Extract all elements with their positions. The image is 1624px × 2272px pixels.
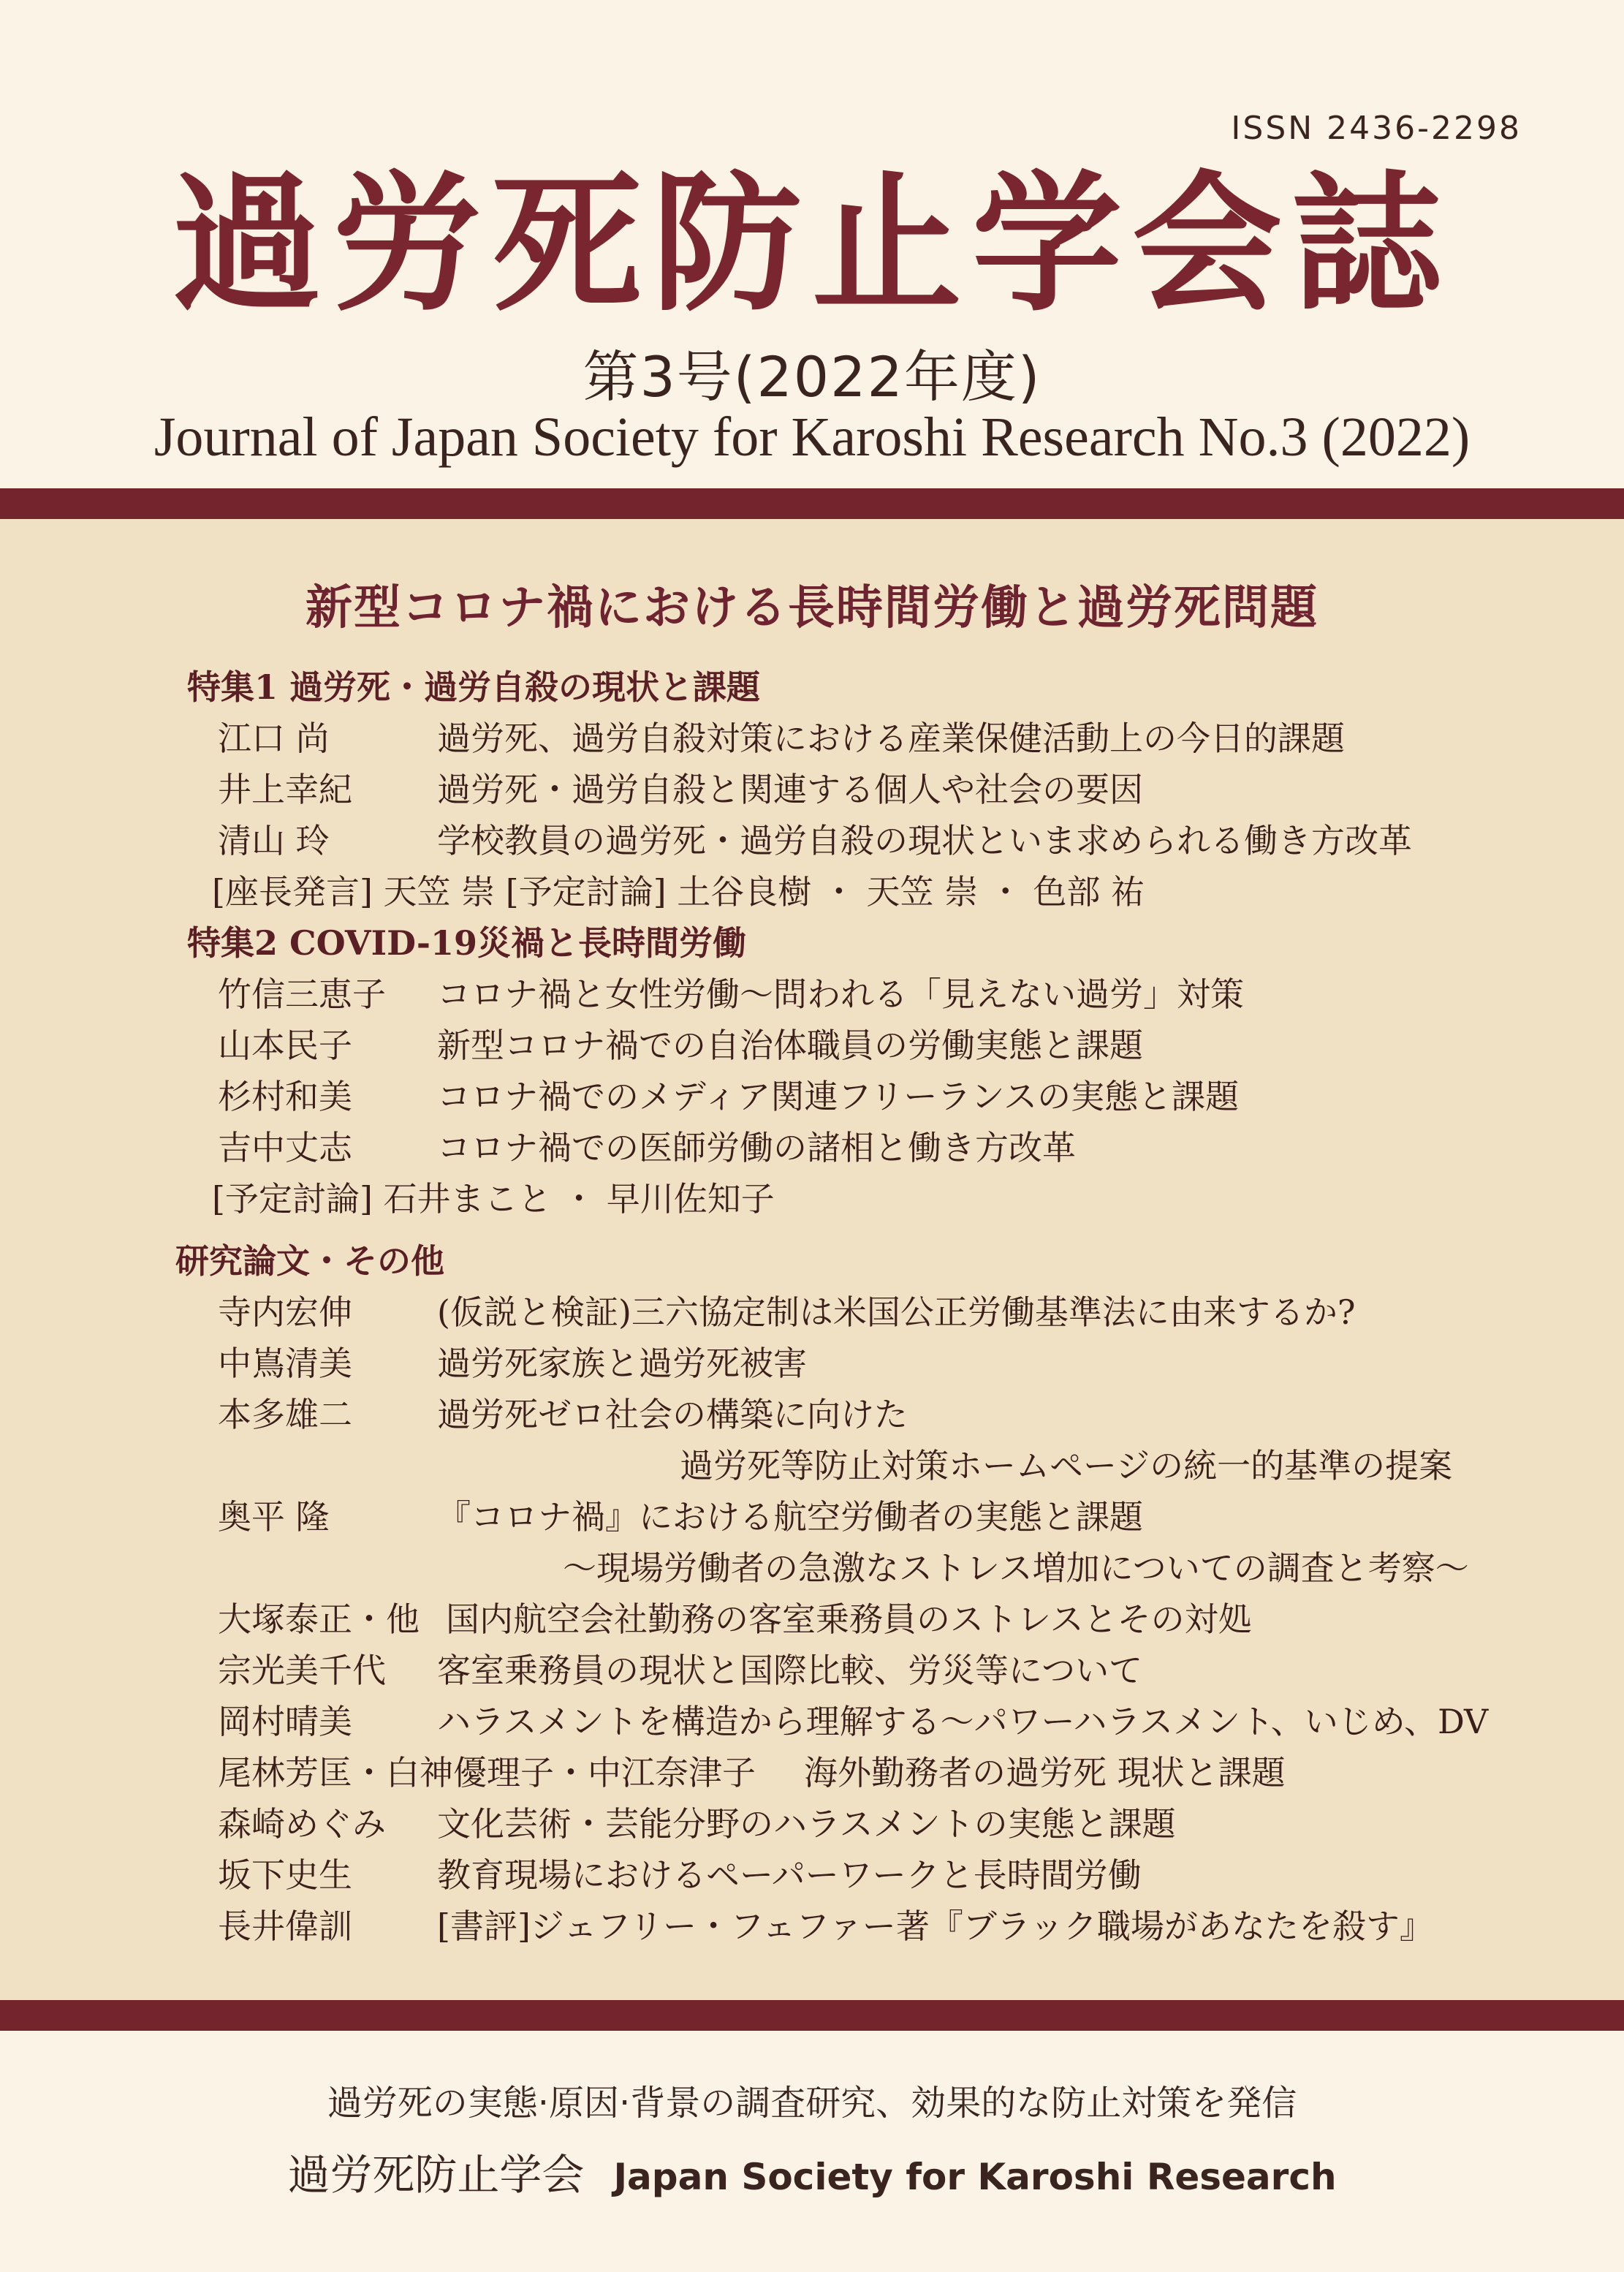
entry-author: 井上幸紀: [218, 770, 352, 809]
cover-footer: [0, 2031, 1624, 2272]
discussion-note: [予定討論] 石井まこと ・ 早川佐知子: [212, 1179, 775, 1219]
footer-tagline: 過労死の実態·原因·背景の調査研究、効果的な防止対策を発信: [327, 2083, 1297, 2124]
entry-title: 海外勤務者の過労死 現状と課題: [804, 1753, 1286, 1792]
entry-title: 過労死・過労自殺と関連する個人や社会の要因: [437, 770, 1143, 809]
publisher: [0, 2140, 1624, 2202]
section-heading: 研究論文・その他: [175, 1241, 444, 1281]
entry-author: 竹信三恵子: [218, 974, 386, 1014]
journal-title: 過労死防止学会誌: [172, 158, 1452, 332]
entry-title: 教育現場におけるペーパーワークと長時間労働: [437, 1855, 1142, 1895]
entry-author: 森崎めぐみ: [218, 1804, 386, 1844]
entry-author: 寺内宏伸: [218, 1292, 352, 1332]
section-heading: 特集2 COVID-19災禍と長時間労働: [187, 923, 746, 963]
entry-author: 奥平 隆: [218, 1497, 330, 1537]
entry-title: コロナ禍と女性労働〜問われる「見えない過労」対策: [437, 974, 1244, 1014]
feature-title: 新型コロナ禍における長時間労働と過労死問題: [306, 580, 1318, 635]
entry-author: 吉中丈志: [218, 1128, 352, 1167]
entry-title: 文化芸術・芸能分野のハラスメントの実態と課題: [437, 1804, 1176, 1844]
journal-title-en: Journal of Japan Society for Karoshi Research No.3 (2022): [153, 406, 1471, 468]
entry-title: コロナ禍での医師労働の諸相と働き方改革: [437, 1128, 1076, 1167]
entry-title: 客室乗務員の現状と国際比較、労災等について: [437, 1651, 1143, 1690]
entry-author: 清山 玲: [218, 821, 330, 860]
entry-title: コロナ禍でのメディア関連フリーランスの実態と課題: [437, 1077, 1240, 1116]
entry-author: 長井偉訓: [218, 1906, 352, 1946]
entry-title: 過労死家族と過労死被害: [437, 1344, 807, 1383]
entry-title-continued: 〜現場労働者の急激なストレス増加についての調査と考察〜: [563, 1548, 1469, 1588]
issn: ISSN 2436-2298: [1231, 110, 1522, 147]
entry-author: 江口 尚: [218, 719, 330, 758]
publisher-name-en: Japan Society for Karoshi Research: [613, 2156, 1337, 2198]
entry-author: 岡村晴美: [218, 1702, 352, 1741]
entry-author: 坂下史生: [218, 1855, 352, 1895]
entry-title: 過労死ゼロ社会の構築に向けた: [437, 1395, 908, 1434]
publisher-name-ja: 過労死防止学会: [287, 2150, 585, 2200]
discussion-note: [座長発言] 天笠 崇 [予定討論] 土谷良樹 ・ 天笠 崇 ・ 色部 祐: [212, 872, 1145, 912]
contents-panel: [0, 519, 1624, 2000]
issue-number: 第3号(2022年度): [583, 344, 1041, 409]
entry-title-continued: 過労死等防止対策ホームページの統一的基準の提案: [680, 1446, 1453, 1485]
entry-author: 中嶌清美: [218, 1344, 352, 1383]
top-divider-band: [0, 488, 1624, 519]
entry-author: 杉村和美: [218, 1077, 352, 1116]
entry-title: 学校教員の過労死・過労自殺の現状といま求められる働き方改革: [437, 821, 1412, 860]
entry-title: 過労死、過労自殺対策における産業保健活動上の今日的課題: [437, 719, 1345, 758]
entry-title: 新型コロナ禍での自治体職員の労働実態と課題: [437, 1026, 1143, 1065]
bottom-divider-band: [0, 2000, 1624, 2031]
entry-author: 尾林芳匡・白神優理子・中江奈津子: [218, 1753, 756, 1792]
section-heading: 特集1 過労死・過労自殺の現状と課題: [187, 667, 761, 707]
entry-author: 本多雄二: [218, 1395, 352, 1434]
entry-author: 山本民子: [218, 1026, 352, 1065]
entry-title: 国内航空会社勤務の客室乗務員のストレスとその対処: [446, 1599, 1252, 1639]
entry-title: 『コロナ禍』における航空労働者の実態と課題: [437, 1497, 1143, 1537]
entry-author: 宗光美千代: [218, 1651, 386, 1690]
entry-author: 大塚泰正・他: [218, 1599, 420, 1639]
entry-title: (仮説と検証)三六協定制は米国公正労働基準法に由来するか?: [437, 1292, 1356, 1332]
entry-title: ハラスメントを構造から理解する〜パワーハラスメント、いじめ、DV: [437, 1702, 1489, 1741]
entry-title: [書評]ジェフリー・フェファー著『ブラック職場があなたを殺す』: [437, 1906, 1433, 1946]
cover-header: [0, 0, 1624, 486]
